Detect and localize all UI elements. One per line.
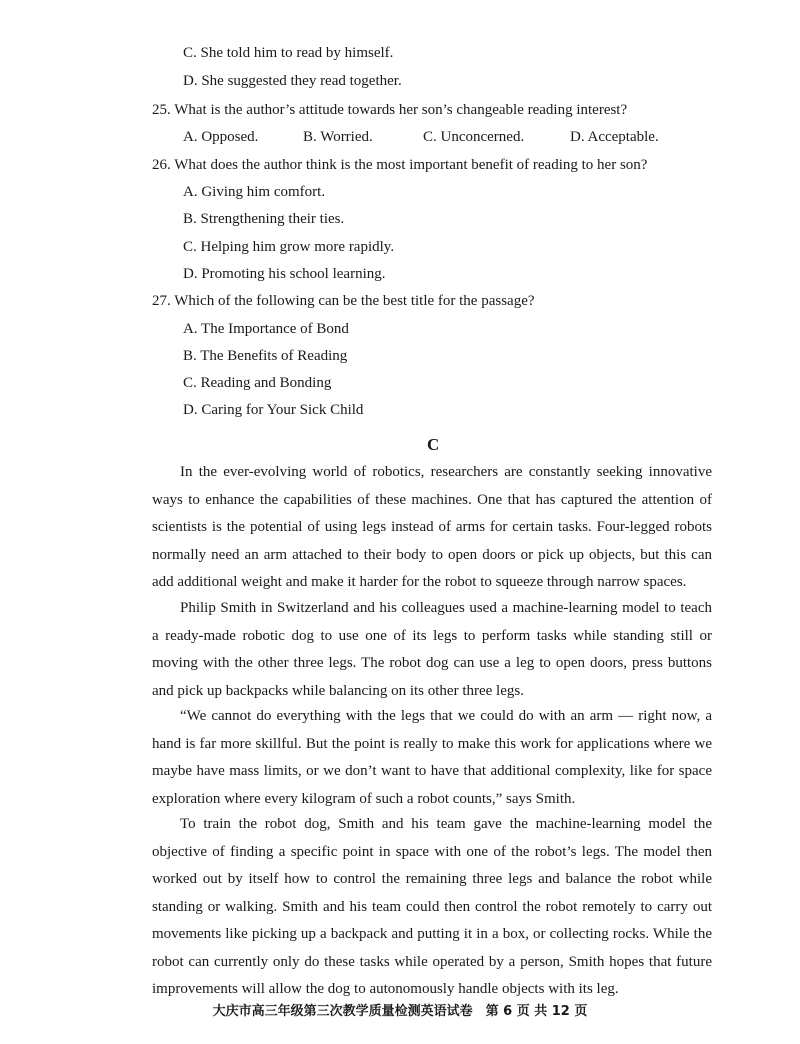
q27-option-a: A. The Importance of Bond — [183, 321, 349, 337]
q26-option-a: A. Giving him comfort. — [183, 184, 326, 200]
q26-option-c: C. Helping him grow more rapidly. — [183, 239, 395, 255]
q26-option-b: B. Strengthening their ties. — [183, 211, 345, 227]
page-footer: 大庆市高三年级第三次教学质量检测英语试卷 第 6 页 共 12 页 — [212, 1004, 588, 1019]
q27-stem: 27. Which of the following can be the best title for the passage? — [152, 293, 535, 309]
q27-option-b: B. The Benefits of Reading — [183, 348, 348, 364]
section-heading: C — [427, 435, 440, 454]
q27-option-c: C. Reading and Bonding — [183, 375, 332, 391]
q25-option-a: A. Opposed. — [183, 129, 259, 145]
q25-option-d: D. Acceptable. — [570, 129, 659, 145]
q25-option-b: B. Worried. — [303, 129, 373, 145]
q27-option-d: D. Caring for Your Sick Child — [183, 402, 364, 418]
q24-option-c: C. She told him to read by himself. — [183, 45, 394, 61]
q26-stem: 26. What does the author think is the most important benefit of reading to her son? — [152, 157, 648, 173]
q25-option-c: C. Unconcerned. — [423, 129, 525, 145]
q25-stem: 25. What is the author’s attitude towards her son’s changeable reading interest? — [152, 102, 628, 118]
q26-option-d: D. Promoting his school learning. — [183, 266, 386, 282]
passage-paragraph-3: “We cannot do everything with the legs that we could do with an arm — right now, a hand is far more skillful. But the point is really to make this work for applications where we maybe have mass limits, or we don’t want to have that additional complexity, like for space exploration where every kilogram of such a robot counts,” says Smith. — [152, 708, 712, 807]
passage-paragraph-4: To train the robot dog, Smith and his team gave the machine-learning model the objective of finding a specific point in space with one of the robot’s legs. The model then worked out by itself how to control the remaining three legs and balance the robot while standing or walking. Smith and his team could then control the robot remotely to carry out movements like picking up a backpack and putting it in a box, or collecting rocks. While the robot can currently only do these tasks while operated by a person, Smith hopes that future improvements will allow the dog to autonomously handle objects with its leg. — [152, 816, 712, 997]
passage-paragraph-2: Philip Smith in Switzerland and his colleagues used a machine-learning model to teach a ready-made robotic dog to use one of its legs to perform tasks while standing still or moving with the other three legs. The robot dog can use a leg to open doors, press buttons and pick up backpacks while balancing on its other three legs. — [152, 600, 712, 699]
passage-paragraph-1: In the ever-evolving world of robotics, researchers are constantly seeking innovative ways to enhance the capabilities of these machines. One that has captured the attention of scientists is the potential of using legs instead of arms for certain tasks. Four-legged robots normally need an arm attached to their body to open doors or pick up objects, but this can add additional weight and make it harder for the robot to squeeze through narrow spaces. — [152, 464, 712, 590]
q24-option-d: D. She suggested they read together. — [183, 73, 402, 89]
